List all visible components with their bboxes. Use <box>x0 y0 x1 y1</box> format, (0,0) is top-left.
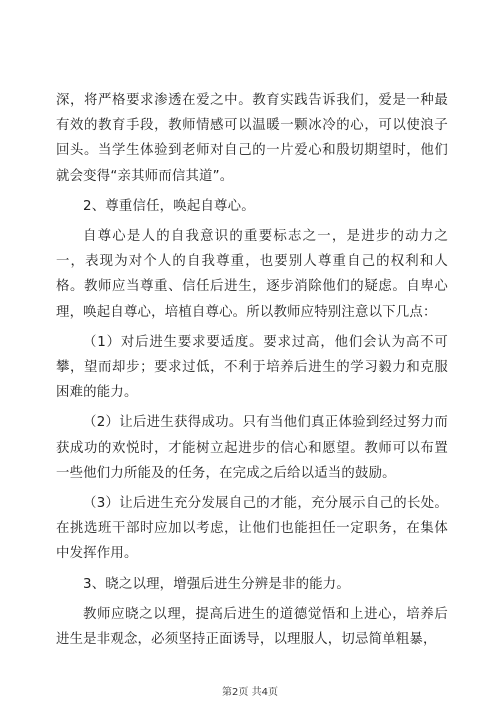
section-heading-2: 2、尊重信任，唤起自尊心。 <box>83 198 255 214</box>
list-item-3: （3）让后进生充分发展自己的才能，充分展示自己的长处。在挑选班干部时应加以考虑，让他们也能担任一定职务，在集体中发挥作用。 <box>56 496 448 562</box>
paragraph-self-esteem: 自尊心是人的自我意识的重要标志之一，是进步的动力之一，表现为对个人的自我尊重，也要别人尊重自己的权利和人格。教师应当尊重、信任后进生，逐步消除他们的疑虑。自卑心理，唤起自尊心，培植自尊心。所以教师应特别注意以下几点： <box>56 229 448 320</box>
paragraph-reasoning: 教师应晓之以理，提高后进生的道德觉悟和上进心，培养后进生是非观念，必须坚持正面诱导，以理服人，切忌简单粗暴， <box>56 606 448 648</box>
paragraph-continuation: 深，将严格要求渗透在爱之中。教育实践告诉我们，爱是一种最有效的教育手段，教师情感可以温暖一颗冰冷的心，可以使浪子回头。当学生体验到老师对自己的一片爱心和殷切期望时，他们就会变得“亲其师而信其道”。 <box>56 93 448 184</box>
page-footer: 第2页 共4页 <box>222 687 278 698</box>
list-item-2: （2）让后进生获得成功。只有当他们真正体验到经过努力而获成功的欢悦时，才能树立起进步的信心和愿望。教师可以布置一些他们力所能及的任务，在完成之后给以适当的鼓励。 <box>56 415 448 481</box>
document-body <box>56 88 448 657</box>
section-heading-3: 3、晓之以理，增强后进生分辨是非的能力。 <box>83 576 350 592</box>
list-item-1: （1）对后进生要求要适度。要求过高，他们会认为高不可攀，望而却步；要求过低，不利于培养后进生的学习毅力和克服困难的能力。 <box>56 334 448 401</box>
